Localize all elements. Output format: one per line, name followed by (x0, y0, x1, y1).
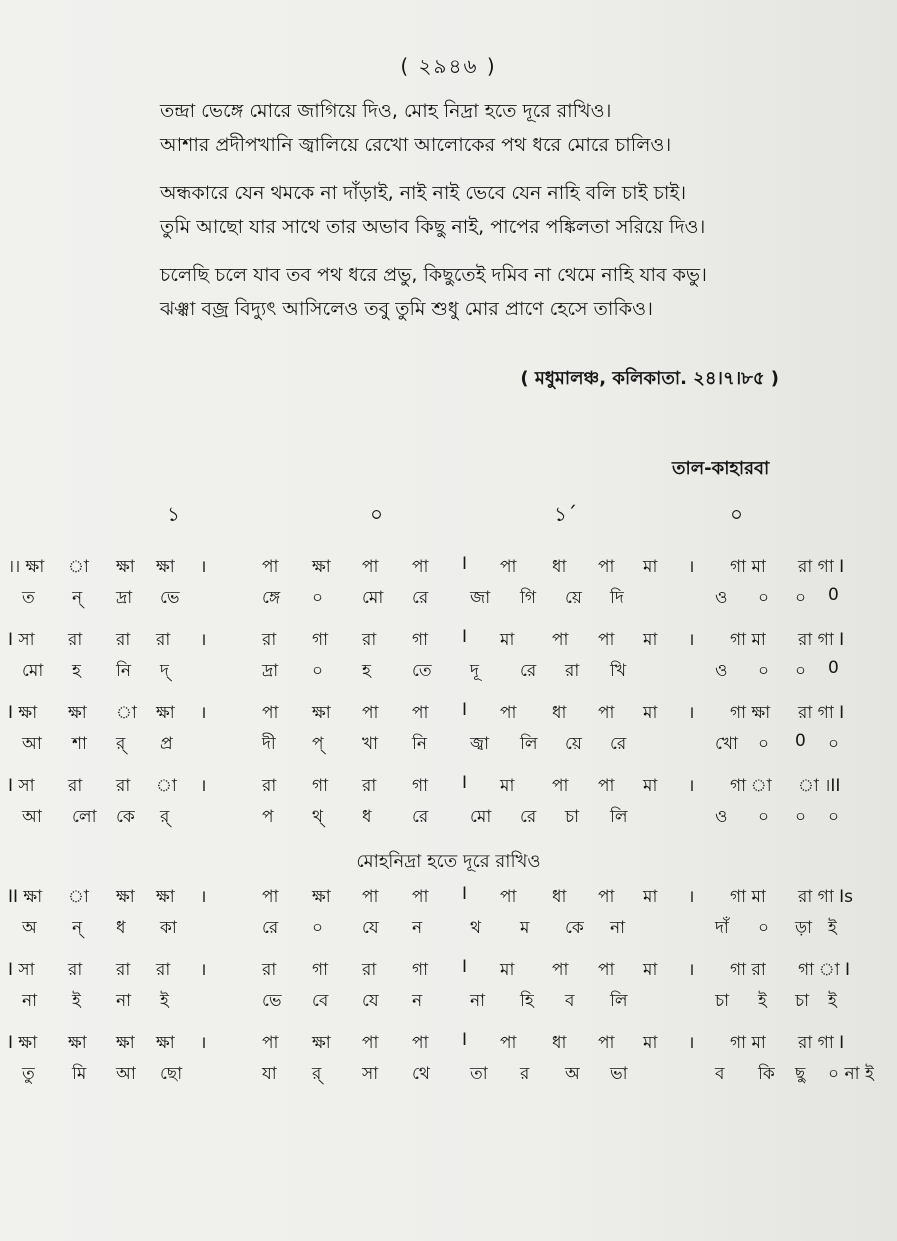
swara-note: ক্ষা (68, 1033, 87, 1053)
lyric-syllable: ০ (758, 661, 770, 681)
swara-row (0, 627, 897, 658)
swara-note: । (688, 887, 695, 907)
lyric-syllable: র্ (312, 1064, 322, 1084)
lyric-syllable-row (0, 585, 897, 616)
swara-note: া (68, 887, 89, 907)
notation-block-2 (0, 884, 897, 1092)
swara-note: মা (643, 887, 658, 907)
swara-note: রা গা I (798, 630, 845, 650)
lyric-syllable: আ (22, 807, 42, 827)
lyric-syllable: দি (610, 588, 624, 608)
swara-note: রা (116, 960, 131, 980)
swara-note: II ক্ষা (8, 887, 43, 907)
swara-note: া (68, 557, 89, 577)
swara-note: গা ক্ষা (730, 703, 771, 723)
swara-note: । (200, 630, 207, 650)
lyric-syllable: ত (22, 588, 35, 608)
swara-note: মা (643, 557, 658, 577)
lyric-syllable: ই (160, 991, 169, 1011)
swara-note: পা (500, 703, 517, 723)
lyric-syllable: শা (72, 734, 87, 754)
lyric-syllable: ০ (758, 807, 770, 827)
lyric-syllable: দ্ (160, 661, 169, 681)
swara-note: I (462, 884, 468, 904)
lyric-syllable: রে (412, 807, 429, 827)
swara-note: রা (362, 630, 377, 650)
lyric-syllable: দ্রা (262, 661, 279, 681)
lyric-syllable: ব (715, 1064, 725, 1084)
swara-note: পা (412, 887, 429, 907)
swara-note: গা মা (730, 1033, 766, 1053)
lyric-syllable: ও (715, 588, 728, 608)
lyric-syllable: ০ (795, 807, 807, 827)
lyric-syllable: ০ (795, 588, 807, 608)
swara-note: মা (643, 776, 658, 796)
lyric-syllable-row (0, 804, 897, 835)
swara-note: ক্ষা (156, 557, 175, 577)
beat-mark: ১´ (554, 502, 577, 526)
lyric-syllable: ০ (758, 734, 770, 754)
lyric-syllable: ছো (160, 1064, 183, 1084)
swara-row (0, 1030, 897, 1061)
lyric-syllable: ০ (312, 918, 324, 938)
swara-note: পা (598, 630, 615, 650)
notation-block-1 (0, 554, 897, 835)
swara-note: া (116, 703, 137, 723)
swara-note: রা (362, 960, 377, 980)
lyric-syllable: মো (470, 807, 492, 827)
swara-note: রা (116, 630, 131, 650)
swara-note: । (688, 1033, 695, 1053)
swara-note: গা রা (730, 960, 766, 980)
swara-note: গা (312, 776, 329, 796)
swara-note: রা (262, 630, 277, 650)
lyric-syllable: তু (22, 1064, 35, 1084)
lyric-syllable: তে (412, 661, 432, 681)
swara-row (0, 957, 897, 988)
lyric-syllable: রে (520, 807, 537, 827)
lyric-syllable: প (262, 807, 274, 827)
lyric-syllable: নি (412, 734, 428, 754)
lyric-syllable: লি (610, 991, 628, 1011)
swara-note: পা (262, 557, 279, 577)
lyric-syllable: কি (758, 1064, 775, 1084)
lyric-syllable: কে (565, 918, 584, 938)
lyrics-stanza-3 (160, 258, 860, 326)
swara-note: রা গা I (798, 703, 845, 723)
lyric-syllable: ০ না ই (828, 1064, 874, 1084)
lyric-syllable-row (0, 1061, 897, 1092)
lyric-syllable: 0 (828, 585, 839, 605)
lyrics-stanza-2 (160, 176, 860, 244)
swara-note: রা গা Is (798, 887, 854, 907)
lyric-syllable: 0 (795, 731, 806, 751)
lyric-syllable: মো (22, 661, 44, 681)
lyric-syllable: ন্ (72, 918, 83, 938)
lyric-syllable-row (0, 658, 897, 689)
swara-note: । (688, 960, 695, 980)
lyric-syllable: ও (715, 661, 728, 681)
swara-note: I (462, 627, 468, 647)
swara-note: । (200, 557, 207, 577)
lyric-syllable: সা (362, 1064, 379, 1084)
lyric-syllable: খো (715, 734, 738, 754)
swara-note: ক্ষা (156, 887, 175, 907)
swara-note: পা (412, 1033, 429, 1053)
lyric-syllable: চা (795, 991, 810, 1011)
swara-note: া ।II (798, 776, 841, 796)
beat-marks (0, 500, 897, 530)
lyric-syllable: মো (362, 588, 384, 608)
swara-note: রা (156, 630, 171, 650)
lyric-syllable: জ্বা (470, 734, 490, 754)
lyric-syllable: দ্রা (116, 588, 133, 608)
lyric-syllable: ভে (262, 991, 282, 1011)
lyric-syllable: লি (520, 734, 538, 754)
lyric-syllable: থ্ (312, 807, 324, 827)
swara-row (0, 554, 897, 585)
song-lyrics (160, 94, 860, 340)
swara-note: পা (262, 1033, 279, 1053)
swara-note: রা (262, 776, 277, 796)
swara-note: । (688, 630, 695, 650)
swara-note: ক্ষা (68, 703, 87, 723)
swara-note: I সা (8, 776, 35, 796)
swara-note: মা (500, 960, 515, 980)
lyric-syllable: কে (116, 807, 135, 827)
swara-note: ক্ষা (116, 1033, 135, 1053)
lyric-syllable: বে (312, 991, 329, 1011)
swara-note: মা (643, 1033, 658, 1053)
lyric-syllable: দী (262, 734, 276, 754)
swara-note: রা (262, 960, 277, 980)
swara-note: পা (500, 1033, 517, 1053)
lyric-syllable: রে (520, 661, 537, 681)
lyric-syllable: ০ (828, 734, 840, 754)
swara-row (0, 773, 897, 804)
lyric-syllable: প্ (312, 734, 324, 754)
swara-note: পা (412, 557, 429, 577)
swara-note: া (156, 776, 177, 796)
lyric-syllable: ড়া (795, 918, 813, 938)
swara-note: I ক্ষা (8, 1033, 38, 1053)
lyric-syllable: ০ (758, 588, 770, 608)
swara-note: রা (68, 960, 83, 980)
swara-note: পা (598, 960, 615, 980)
lyric-syllable: র্ (116, 734, 126, 754)
lyric-syllable: র (520, 1064, 530, 1084)
lyric-syllable: যা (262, 1064, 277, 1084)
swara-note: পা (598, 887, 615, 907)
lyric-syllable: রে (412, 588, 429, 608)
lyric-syllable: ই (72, 991, 81, 1011)
lyric-syllable: না (610, 918, 626, 938)
lyric-syllable: নি (116, 661, 132, 681)
composition-credit: ( মধুমালঞ্চ, কলিকাতা. ২৪।৭।৮৫ ) (520, 368, 779, 389)
lyric-syllable: ০ (828, 807, 840, 827)
lyric-line: তুমি আছো যার সাথে তার অভাব কিছু নাই, পাপের পঙ্কিলতা সরিয়ে দিও। (160, 216, 706, 238)
swara-note: ক্ষা (312, 887, 331, 907)
swara-note: পা (598, 1033, 615, 1053)
swara-note: ধা (552, 557, 567, 577)
lyric-line: তন্দ্রা ভেঙ্গে মোরে জাগিয়ে দিও, মোহ নিদ্রা হতে দূরে রাখিও। (160, 100, 612, 122)
swara-note: ক্ষা (116, 887, 135, 907)
lyric-syllable: তা (470, 1064, 488, 1084)
swara-note: ক্ষা (312, 1033, 331, 1053)
swara-note: মা (500, 776, 515, 796)
lyric-syllable: ন্ (72, 588, 83, 608)
swara-note: গা া (730, 776, 772, 796)
lyric-syllable: ধ (116, 918, 126, 938)
lyric-syllable: 0 (828, 658, 839, 678)
lyric-syllable: হ (72, 661, 81, 681)
swara-note: গা মা (730, 630, 766, 650)
swara-note: ক্ষা (312, 703, 331, 723)
lyric-syllable: দূ (470, 661, 479, 681)
swara-note: ।। ক্ষা (8, 557, 45, 577)
lyric-syllable: হ (362, 661, 371, 681)
lyric-syllable-row (0, 915, 897, 946)
swara-note: পা (500, 557, 517, 577)
beat-mark: ১ (167, 502, 180, 526)
swara-note: পা (500, 887, 517, 907)
lyric-syllable: থ (470, 918, 482, 938)
lyric-syllable: য়ে (565, 588, 582, 608)
lyric-syllable: ব (565, 991, 575, 1011)
swara-note: I ক্ষা (8, 703, 38, 723)
page-number: ( ২৯৪৬ ) (400, 54, 497, 78)
lyric-syllable: রা (565, 661, 580, 681)
swara-note: I (462, 700, 468, 720)
swara-note: গা (412, 960, 429, 980)
swara-note: পা (362, 1033, 379, 1053)
swara-note: রা গা I (798, 557, 845, 577)
lyric-syllable: ম (520, 918, 530, 938)
lyric-syllable: চা (565, 807, 580, 827)
swara-note: পা (362, 887, 379, 907)
swara-note: পা (552, 630, 569, 650)
swara-note: পা (552, 960, 569, 980)
lyric-syllable: ই (828, 918, 837, 938)
swara-note: । (200, 703, 207, 723)
lyric-syllable: যে (362, 918, 379, 938)
swara-note: পা (412, 703, 429, 723)
lyric-syllable-row (0, 988, 897, 1019)
swara-note: রা (116, 776, 131, 796)
swara-note: পা (262, 887, 279, 907)
lyric-syllable: ০ (312, 661, 324, 681)
swara-note: । (200, 1033, 207, 1053)
lyric-syllable: ন (412, 991, 423, 1011)
swara-note: ধা (552, 887, 567, 907)
swara-note: মা (500, 630, 515, 650)
lyric-syllable: খি (610, 661, 627, 681)
swara-note: পা (552, 776, 569, 796)
lyric-syllable: থে (412, 1064, 430, 1084)
swara-row (0, 884, 897, 915)
swara-note: । (688, 557, 695, 577)
lyric-syllable: আ (116, 1064, 136, 1084)
lyric-syllable: গি (520, 588, 537, 608)
lyric-syllable: কা (160, 918, 177, 938)
swara-note: । (688, 703, 695, 723)
lyric-syllable: লি (610, 807, 628, 827)
lyric-syllable: আ (22, 734, 42, 754)
swara-note: ক্ষা (312, 557, 331, 577)
swara-note: মা (643, 960, 658, 980)
lyric-syllable: রে (262, 918, 279, 938)
swara-note: গা (312, 960, 329, 980)
lyrics-stanza-1 (160, 94, 860, 162)
swara-note: পা (598, 703, 615, 723)
swara-note: । (688, 776, 695, 796)
swara-note: রা (68, 776, 83, 796)
lyric-syllable: য়ে (565, 734, 582, 754)
lyric-syllable: অ (565, 1064, 580, 1084)
lyric-syllable: হি (520, 991, 534, 1011)
lyric-syllable: ন (412, 918, 423, 938)
lyric-syllable: চা (715, 991, 730, 1011)
lyric-syllable: না (22, 991, 38, 1011)
lyric-syllable: না (116, 991, 132, 1011)
lyric-syllable: না (470, 991, 486, 1011)
lyric-syllable: রে (610, 734, 627, 754)
lyric-syllable: ভে (160, 588, 180, 608)
lyric-syllable: ও (715, 807, 728, 827)
swara-note: গা (412, 776, 429, 796)
swaralipi-notation (0, 548, 897, 1103)
lyric-syllable: ধ (362, 807, 372, 827)
swara-note: পা (598, 557, 615, 577)
swara-note: ধা (552, 703, 567, 723)
swara-note: ক্ষা (156, 703, 175, 723)
lyric-syllable: প্র (160, 734, 173, 754)
taal-label: তাল-কাহারবা (672, 458, 770, 479)
swara-note: I সা (8, 960, 35, 980)
swara-note: রা (156, 960, 171, 980)
lyric-syllable: ০ (795, 661, 807, 681)
lyric-syllable: অ (22, 918, 37, 938)
lyric-syllable: ঙ্গে (262, 588, 281, 608)
swara-note: মা (643, 703, 658, 723)
swara-note: I (462, 1030, 468, 1050)
swara-note: । (200, 887, 207, 907)
swara-note: ক্ষা (156, 1033, 175, 1053)
lyric-line: আশার প্রদীপখানি জ্বালিয়ে রেখো আলোকের পথ ধরে মোরে চালিও। (160, 134, 672, 156)
lyric-syllable: যে (362, 991, 379, 1011)
swara-note: গা মা (730, 557, 766, 577)
swara-note: ধা (552, 1033, 567, 1053)
swara-note: I সা (8, 630, 35, 650)
lyric-syllable: খা (362, 734, 379, 754)
swara-note: পা (362, 557, 379, 577)
beat-mark: ০ (730, 502, 744, 526)
swara-note: ক্ষা (116, 557, 135, 577)
lyric-syllable: জা (470, 588, 491, 608)
lyric-syllable: ই (758, 991, 767, 1011)
lyric-syllable: ই (828, 991, 837, 1011)
lyric-syllable: ০ (758, 918, 770, 938)
swara-note: গা (412, 630, 429, 650)
lyric-syllable: দাঁ (715, 918, 729, 938)
lyric-line: ঝঞ্ঝা বজ্র বিদ্যুৎ আসিলেও তবু তুমি শুধু মোর প্রাণে হেসে তাকিও। (160, 298, 653, 320)
swara-note: পা (262, 703, 279, 723)
lyric-line: চলেছি চলে যাব তব পথ ধরে প্রভু, কিছুতেই দমিব না থেমে নাহি যাব কভু। (160, 264, 707, 286)
swara-note: । (200, 960, 207, 980)
swara-note: রা গা I (798, 1033, 845, 1053)
lyric-line: অন্ধকারে যেন থমকে না দাঁড়াই, নাই নাই ভেবে যেন নাহি বলি চাই চাই। (160, 182, 687, 204)
swara-note: রা (68, 630, 83, 650)
lyric-syllable: মি (72, 1064, 87, 1084)
lyric-syllable: ভা (610, 1064, 628, 1084)
lyric-syllable: লো (72, 807, 97, 827)
swara-note: পা (598, 776, 615, 796)
swara-note: গা া I (798, 960, 851, 980)
swara-note: মা (643, 630, 658, 650)
lyric-syllable: র্ (160, 807, 170, 827)
swara-note: গা মা (730, 887, 766, 907)
swara-row (0, 700, 897, 731)
swara-note: I (462, 773, 468, 793)
swara-note: গা (312, 630, 329, 650)
section-heading: মোহনিদ্রা হতে দূরে রাখিও (356, 851, 541, 872)
swara-note: পা (362, 703, 379, 723)
swara-note: I (462, 957, 468, 977)
lyric-syllable: ০ (312, 588, 324, 608)
swara-note: রা (362, 776, 377, 796)
swara-note: I (462, 554, 468, 574)
swara-note: । (200, 776, 207, 796)
lyric-syllable-row (0, 731, 897, 762)
lyric-syllable: ছু (795, 1064, 806, 1084)
beat-mark: ০ (370, 502, 384, 526)
